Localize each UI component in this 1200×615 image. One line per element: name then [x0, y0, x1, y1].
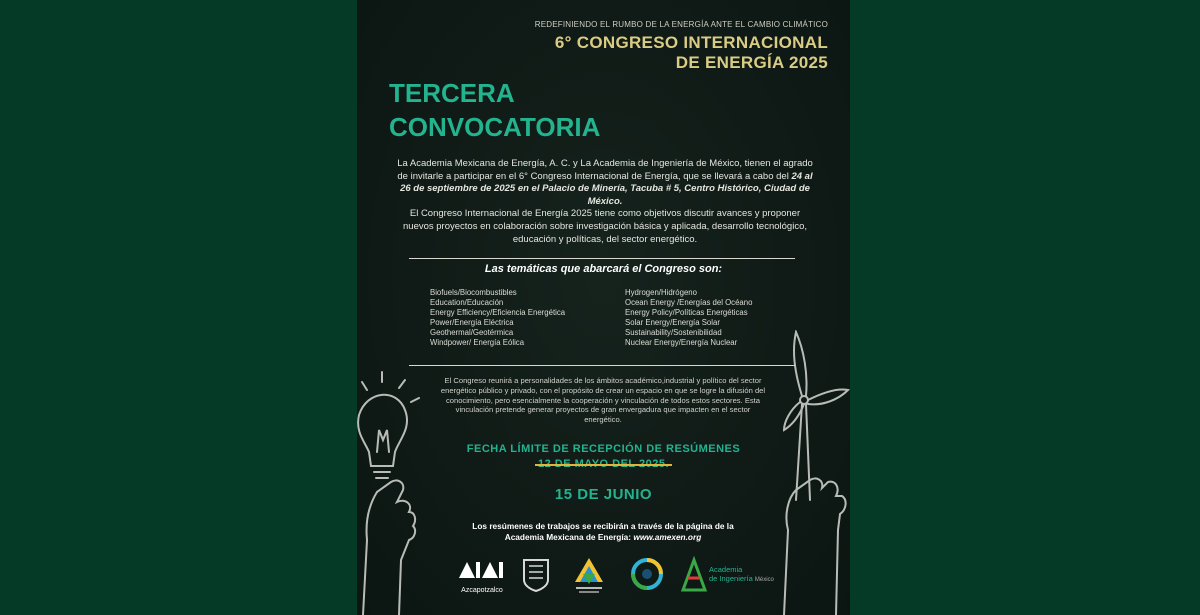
submission-text-line2: Academia Mexicana de Energía: — [504, 532, 634, 542]
academia-mexicana-energia-logo — [570, 556, 608, 601]
themes-list-right — [625, 288, 752, 349]
wind-turbine-hand-illustration — [782, 330, 850, 615]
call-title-line2: CONVOCATORIA — [389, 112, 601, 142]
theme-item: Hydrogen/Hidrógeno — [625, 288, 697, 297]
congress-description: El Congreso reunirá a personalidades de los ámbitos académico,industrial y político del sector energético público y privado, con el propósito de crear un espacio en que se logre la difusión del conocimiento, pero esencialmente la cooperación y vinculación de todos estos sectores. Esta vinculación pretende generar proyectos de gran envergadura que impacten en el sector energético. — [440, 376, 766, 425]
divider — [409, 365, 795, 366]
congress-title-line1: 6° CONGRESO INTERNACIONAL — [554, 33, 828, 52]
intro-event-details: 24 al 26 de septiembre de 2025 en el Palacio de Minería, Tacuba # 5, Centro Histórico, Ciudad de México. — [400, 170, 813, 207]
congress-tagline: REDEFINIENDO EL RUMBO DE LA ENERGÍA ANTE EL CAMBIO CLIMÁTICO — [534, 20, 828, 29]
themes-heading: Las temáticas que abarcará el Congreso son: — [484, 263, 723, 275]
theme-item: Nuclear Energy/Energía Nuclear — [625, 338, 738, 348]
website-link[interactable]: www.amexen.org — [633, 532, 702, 542]
strikethrough-line — [535, 464, 672, 466]
themes-list-left — [430, 288, 565, 349]
aim-emblem-icon — [681, 556, 707, 592]
ame-emblem-icon — [570, 556, 608, 596]
theme-item: Biofuels/Biocombustibles — [430, 288, 517, 297]
theme-item: Geothermal/Geotérmica — [430, 328, 514, 338]
uam-emblem-icon — [455, 556, 509, 582]
theme-item: Windpower/ Energía Eólica — [430, 338, 525, 348]
theme-item: Power/Energía Eléctrica — [430, 318, 514, 328]
aim-line2: de Ingeniería — [709, 573, 753, 583]
intro-text-part2: El Congreso Internacional de Energía 2025 tiene como objetivos discutir avances y proponer nuevos proyectos en colaboración sobre investigación básica y aplicada, desarrollo tecnológico, educación y políticas, del sector energético. — [403, 208, 807, 245]
uam-caption: Azcapotzalco — [461, 587, 503, 594]
congress-title-line2: DE ENERGÍA 2025 — [675, 53, 828, 72]
theme-item: Solar Energy/Energía Solar — [625, 318, 720, 328]
intro-paragraph — [395, 158, 815, 246]
uam-azcapotzalco-logo — [455, 556, 509, 594]
divider — [409, 258, 795, 259]
new-deadline: 15 DE JUNIO — [554, 486, 653, 503]
deadline-heading: FECHA LÍMITE DE RECEPCIÓN DE RESÚMENES — [466, 443, 741, 455]
event-poster — [357, 0, 850, 615]
theme-item: Education/Educación — [430, 298, 504, 308]
submission-note — [437, 521, 769, 543]
swirl-ring-logo — [629, 556, 665, 601]
old-deadline — [357, 458, 850, 470]
swirl-ring-icon — [629, 556, 665, 596]
intro-text-part1: La Academia Mexicana de Energía, A. C. y La Academia de Ingeniería de México, tienen el agrado de invitarle a participar en el 6° Congreso Internacional de Energía, que se llevará a cabo del — [397, 158, 813, 182]
theme-item: Energy Policy/Políticas Energéticas — [625, 308, 748, 318]
academia-ingenieria-logo — [681, 556, 781, 597]
theme-item: Energy Efficiency/Eficiencia Energética — [430, 308, 566, 318]
submission-text-line1: Los resúmenes de trabajos se recibirán a través de la página de la — [472, 521, 734, 531]
aim-line1: Academia — [709, 565, 743, 574]
unam-logo — [520, 556, 552, 597]
aim-wordmark — [709, 566, 774, 584]
unam-crest-icon — [520, 556, 552, 592]
theme-item: Sustainability/Sostenibilidad — [625, 328, 722, 338]
aim-line3: México — [754, 576, 774, 583]
call-title-line1: TERCERA — [389, 78, 515, 108]
theme-item: Ocean Energy /Energías del Océano — [625, 298, 753, 308]
